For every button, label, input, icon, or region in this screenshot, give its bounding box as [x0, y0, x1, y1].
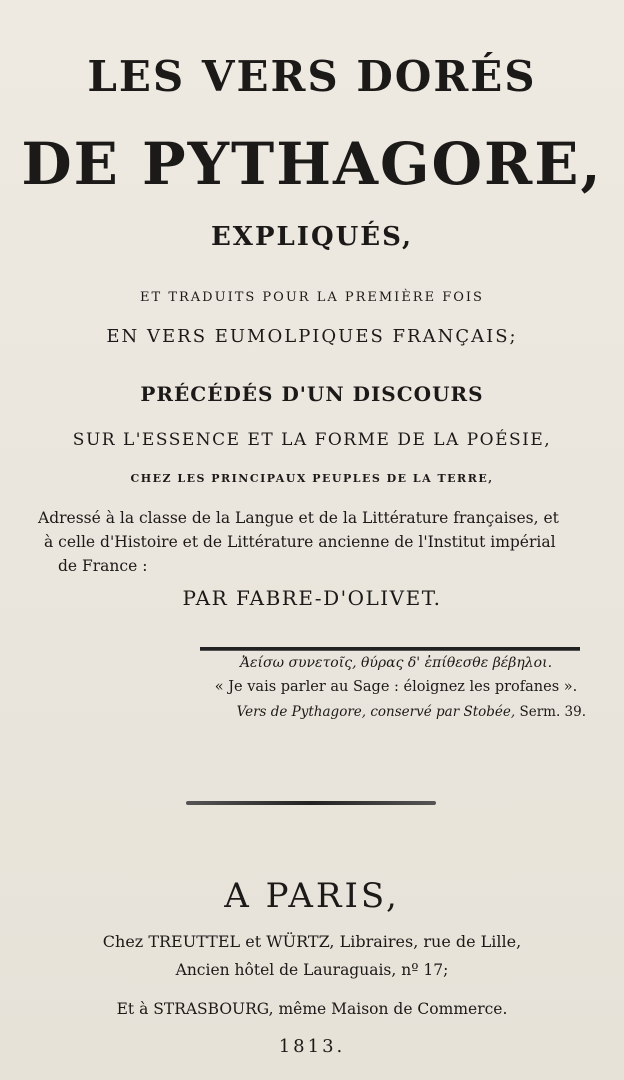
imprint-publisher: Chez TREUTTEL et WÜRTZ, Libraires, rue de Lille, — [102, 932, 522, 951]
subtitle-line-2: EN VERS EUMOLPIQUES FRANÇAIS; — [106, 326, 518, 347]
preceded-line-3: CHEZ LES PRINCIPAUX PEUPLES DE LA TERRE, — [130, 472, 494, 485]
epigraph-greek: Ἀείσω συνετοῖς, θύρας δ' ἐπίθεσθε βέβηλοι. — [239, 655, 553, 671]
address-line: de France : — [58, 557, 148, 575]
subtitle-line-1: ET TRADUITS POUR LA PREMIÈRE FOIS — [140, 290, 484, 305]
address-line: Adressé à la classe de la Langue et de la Littérature françaises, et — [38, 509, 559, 527]
imprint-address: Ancien hôtel de Lauraguais, nº 17; — [175, 961, 449, 979]
imprint-year: 1813. — [278, 1036, 346, 1057]
decorative-rule — [186, 801, 436, 805]
epigraph-french: « Je vais parler au Sage : éloignez les profanes ». — [214, 679, 578, 695]
attribution-source: Vers de Pythagore, conservé par Stobée, — [236, 704, 516, 720]
epigraph-rule — [200, 647, 580, 651]
title-line-1: LES VERS DORÉS — [87, 52, 537, 101]
imprint-city: A PARIS, — [224, 876, 400, 916]
title-line-2: DE PYTHAGORE, — [21, 130, 603, 198]
address-paragraph — [38, 506, 588, 578]
attribution-ref: Serm. 39. — [519, 704, 586, 720]
imprint-strasbourg: Et à STRASBOURG, même Maison de Commerce. — [116, 1000, 508, 1018]
author-line: PAR FABRE-D'OLIVET. — [182, 586, 442, 610]
title-line-3: EXPLIQUÉS, — [210, 222, 414, 252]
preceded-line-2: SUR L'ESSENCE ET LA FORME DE LA POÉSIE, — [72, 430, 552, 450]
epigraph-attribution — [206, 704, 586, 720]
preceded-line-1: PRÉCÉDÉS D'UN DISCOURS — [140, 382, 484, 406]
address-line: à celle d'Histoire et de Littérature ancienne de l'Institut impérial — [44, 533, 556, 551]
